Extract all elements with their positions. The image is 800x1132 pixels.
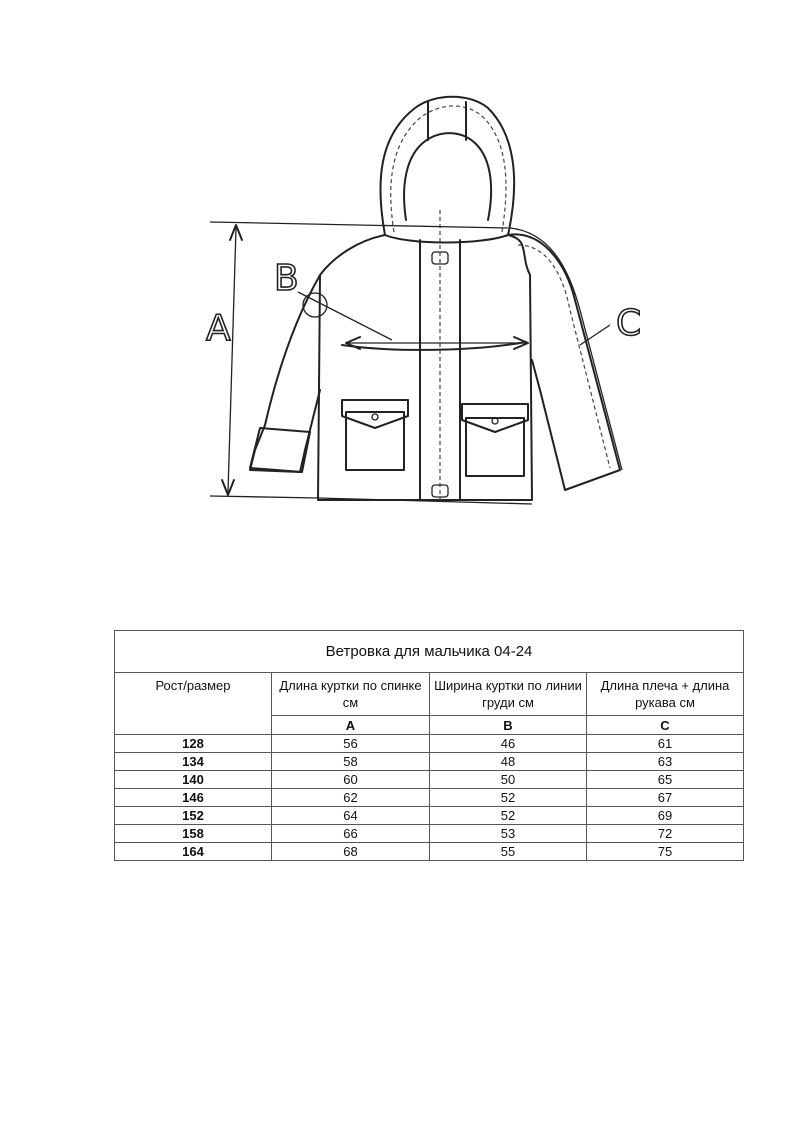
table-row (115, 825, 744, 843)
cell-b: 46 (430, 735, 587, 753)
front-placket (420, 240, 460, 500)
cell-b: 53 (430, 825, 587, 843)
header-letter-c: C (587, 716, 744, 735)
cell-c: 65 (587, 771, 744, 789)
cell-size: 158 (115, 825, 272, 843)
hood-collar (385, 235, 508, 243)
header-width: Ширина куртки по линии груди см (430, 673, 587, 716)
table-title: Ветровка для мальчика 04-24 (115, 631, 744, 673)
hood-inner-opening (404, 133, 491, 220)
cell-c: 61 (587, 735, 744, 753)
cell-a: 68 (272, 843, 430, 861)
table-row (115, 771, 744, 789)
header-letter-b: B (430, 716, 587, 735)
header-letter-a: A (272, 716, 430, 735)
cell-c: 75 (587, 843, 744, 861)
cell-c: 69 (587, 807, 744, 825)
cell-c: 67 (587, 789, 744, 807)
header-length: Длина куртки по спинке см (272, 673, 430, 716)
left-pocket-button (372, 414, 378, 420)
left-sleeve (250, 275, 320, 472)
label-c: C (616, 303, 642, 344)
label-a: A (206, 308, 231, 349)
cell-size: 164 (115, 843, 272, 861)
cell-a: 62 (272, 789, 430, 807)
cell-a: 56 (272, 735, 430, 753)
cell-a: 66 (272, 825, 430, 843)
measure-a-line (228, 228, 236, 492)
cell-size: 140 (115, 771, 272, 789)
cell-b: 52 (430, 807, 587, 825)
right-pocket (466, 418, 524, 476)
jacket-body-outline (318, 235, 532, 500)
jacket-sketch-svg (170, 60, 680, 530)
cell-size: 146 (115, 789, 272, 807)
cell-a: 64 (272, 807, 430, 825)
table-row (115, 807, 744, 825)
cell-size: 128 (115, 735, 272, 753)
table-row (115, 753, 744, 771)
top-reference-line (210, 222, 508, 228)
header-sleeve: Длина плеча + длина рукава см (587, 673, 744, 716)
cell-b: 52 (430, 789, 587, 807)
header-size: Рост/размер (115, 673, 272, 735)
cell-size: 134 (115, 753, 272, 771)
hood-outline (380, 97, 514, 235)
cell-c: 72 (587, 825, 744, 843)
cell-b: 50 (430, 771, 587, 789)
table-row (115, 843, 744, 861)
jacket-technical-drawing (170, 60, 680, 530)
cell-size: 152 (115, 807, 272, 825)
cell-b: 48 (430, 753, 587, 771)
cell-c: 63 (587, 753, 744, 771)
cell-a: 60 (272, 771, 430, 789)
cell-b: 55 (430, 843, 587, 861)
table-row (115, 735, 744, 753)
cell-a: 58 (272, 753, 430, 771)
table-row (115, 789, 744, 807)
size-chart-table (114, 630, 744, 861)
label-b: B (274, 258, 299, 299)
